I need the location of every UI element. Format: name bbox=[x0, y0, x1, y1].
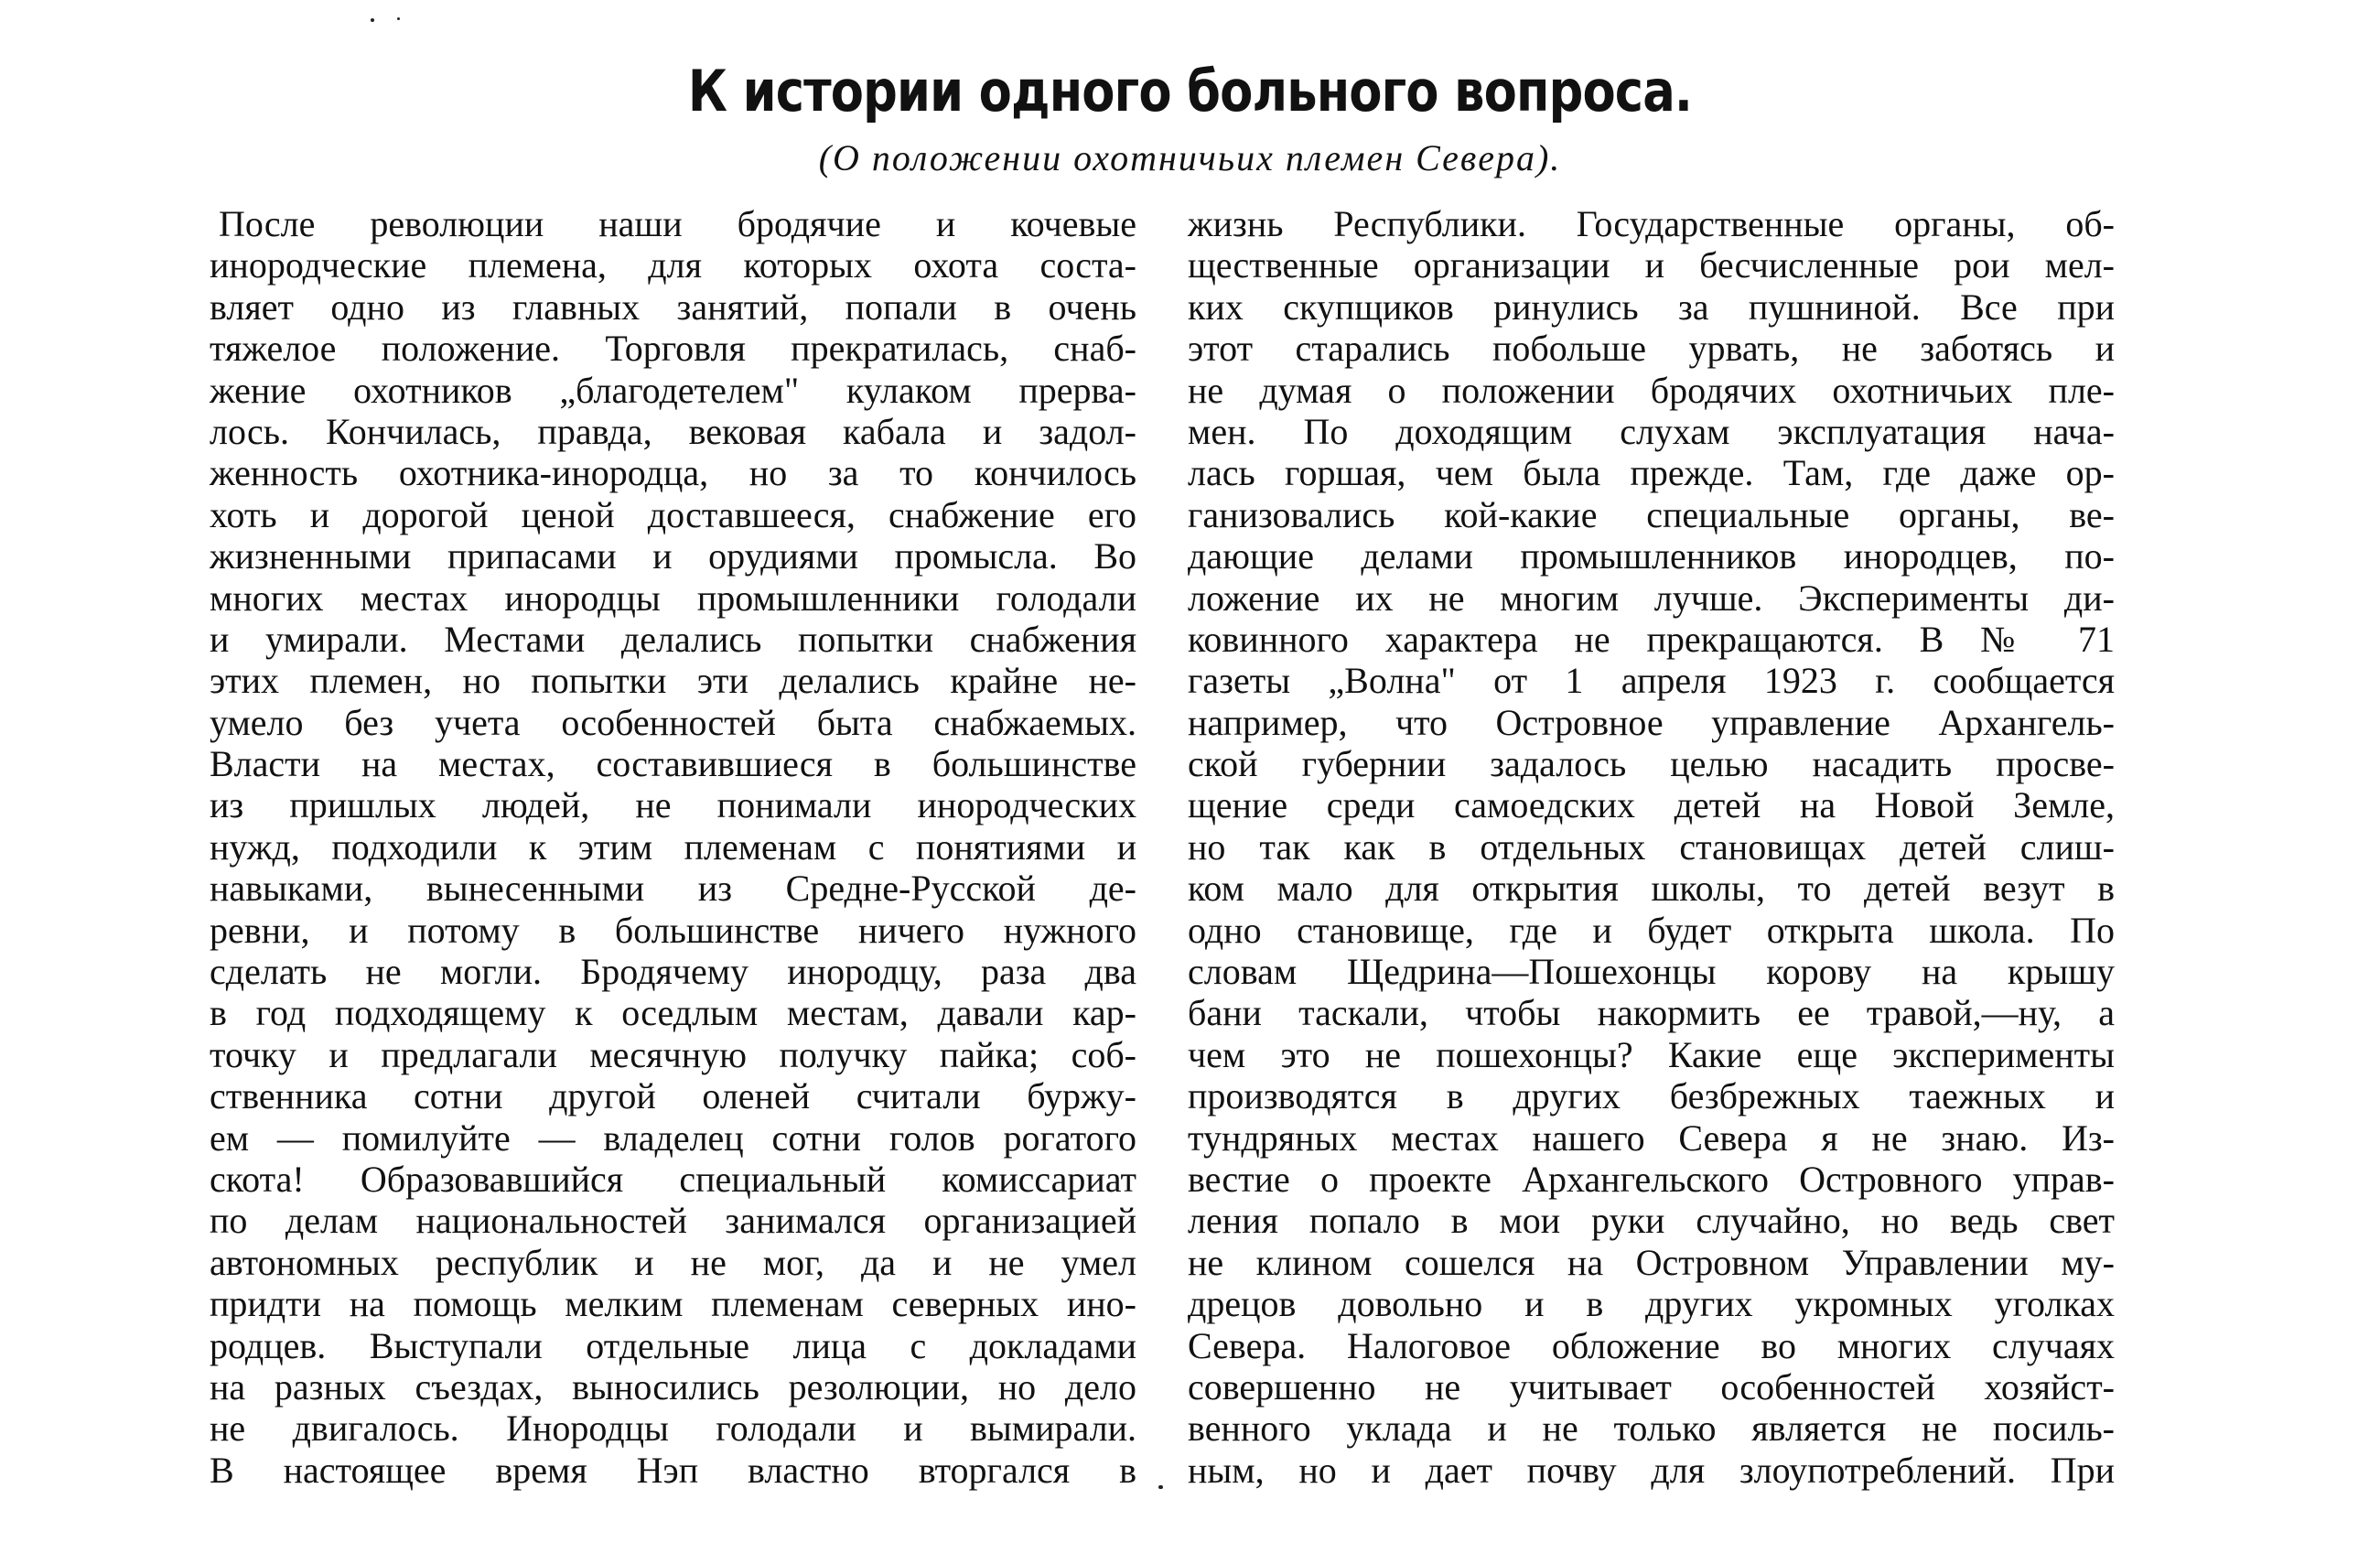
text-line: жизнь Республики. Государственные органы, об- bbox=[1188, 203, 2115, 244]
text-line: чем это не пошехонцы? Какие еще эксперименты bbox=[1188, 1033, 2115, 1075]
text-line: жизненными припасами и орудиями промысла. Во bbox=[210, 535, 1136, 577]
text-line: жение охотников „благодетелем" кулаком прерва- bbox=[210, 369, 1136, 411]
text-line: ем — помилуйте — владелец сотни голов рогатого bbox=[210, 1116, 1136, 1159]
text-line: но так как в отдельных становищах детей слиш- bbox=[1188, 825, 2115, 868]
text-line: Севера. Налоговое обложение во многих случаях bbox=[1188, 1324, 2115, 1366]
text-line: После революции наши бродячие и кочевые bbox=[219, 203, 1136, 244]
text-line: сделать не могли. Бродячему инородцу, раза два bbox=[210, 951, 1136, 993]
text-line: тяжелое положение. Торговля прекратилась, снаб- bbox=[210, 328, 1136, 370]
text-line: инородческие племена, для которых охота соста- bbox=[210, 244, 1136, 286]
text-line: придти на помощь мелким племенам северных ино- bbox=[210, 1283, 1136, 1325]
text-line: словам Щедрина—Пошехонцы корову на крышу bbox=[1188, 951, 2115, 993]
text-line: вляет одно из главных занятий, попали в очень bbox=[210, 286, 1136, 328]
text-line: ской губернии задалось целью насадить просве- bbox=[1188, 743, 2115, 785]
text-line: не клином сошелся на Островном Управлении му- bbox=[1188, 1241, 2115, 1283]
text-line: совершенно не учитывает особенностей хозяйст- bbox=[1188, 1365, 2115, 1408]
text-line: не думая о положении бродячих охотничьих пле- bbox=[1188, 369, 2115, 411]
text-line: щение среди самоедских детей на Новой Земле, bbox=[1188, 784, 2115, 826]
text-line: ганизовались кой-какие специальные органы, ве- bbox=[1188, 493, 2115, 535]
text-line: дающие делами промышленников инородцев, по- bbox=[1188, 535, 2115, 577]
text-line: ложение их не многим лучше. Эксперименты ди- bbox=[1188, 577, 2115, 619]
text-line: на разных съездах, выносились резолюции, но дело bbox=[210, 1365, 1136, 1408]
text-line: производятся в других безбрежных таежных и bbox=[1188, 1075, 2115, 1117]
text-line: ковинного характера не прекращаются. В № 71 bbox=[1188, 618, 2115, 660]
text-line: Власти на местах, составившиеся в большинстве bbox=[210, 743, 1136, 785]
text-line: газеты „Волна" от 1 апреля 1923 г. сообщается bbox=[1188, 660, 2115, 702]
text-line: из пришлых людей, не понимали инородческих bbox=[210, 784, 1136, 826]
text-line: В настоящее время Нэп властно вторгался в bbox=[210, 1449, 1136, 1491]
text-line: ких скупщиков ринулись за пушниной. Все при bbox=[1188, 286, 2115, 328]
text-line: тундряных местах нашего Севера я не знаю. Из- bbox=[1188, 1116, 2115, 1159]
text-line: умело без учета особенностей быта снабжаемых. bbox=[210, 701, 1136, 743]
text-line: лась горшая, чем была прежде. Там, где даже ор- bbox=[1188, 452, 2115, 494]
text-line: нужд, подходили к этим племенам с понятиями и bbox=[210, 825, 1136, 868]
text-line: этих племен, но попытки эти делались крайне не- bbox=[210, 660, 1136, 702]
text-line: ным, но и дает почву для злоупотреблений. При bbox=[1188, 1449, 2115, 1491]
text-line: скота! Образовавшийся специальный комиссариат bbox=[210, 1158, 1136, 1200]
text-line: ком мало для открытия школы, то детей везут в bbox=[1188, 868, 2115, 910]
text-line: венного уклада и не только является не посиль- bbox=[1188, 1408, 2115, 1450]
scan-speck bbox=[371, 18, 374, 22]
text-line: женность охотника-инородца, но за то кончилось bbox=[210, 452, 1136, 494]
text-line: ления попало в мои руки случайно, но ведь свет bbox=[1188, 1200, 2115, 1242]
text-line: дрецов довольно и в других укромных уголках bbox=[1188, 1283, 2115, 1325]
text-line: например, что Островное управление Архангель- bbox=[1188, 701, 2115, 743]
text-line: вестие о проекте Архангельского Островного управ- bbox=[1188, 1158, 2115, 1200]
text-line: точку и предлагали месячную получку пайка; соб- bbox=[210, 1033, 1136, 1075]
right-text-column bbox=[1188, 203, 2115, 1491]
text-line: ственника сотни другой оленей считали буржу- bbox=[210, 1075, 1136, 1117]
text-line: и умирали. Местами делались попытки снабжения bbox=[210, 618, 1136, 660]
text-line: автономных республик и не мог, да и не умел bbox=[210, 1241, 1136, 1283]
text-line: щественные организации и бесчисленные рои мел- bbox=[1188, 244, 2115, 286]
article-subtitle: (О положении охотничьих племен Севера). bbox=[818, 137, 1562, 178]
text-line: хоть и дорогой ценой доставшееся, снабжение его bbox=[210, 493, 1136, 535]
scan-speck bbox=[1158, 1485, 1163, 1489]
text-line: не двигалось. Инородцы голодали и вымирали. bbox=[210, 1408, 1136, 1450]
scan-speck bbox=[397, 17, 400, 20]
text-line: навыками, вынесенными из Средне-Русской де- bbox=[210, 868, 1136, 910]
text-line: ревни, и потому в большинстве ничего нужного bbox=[210, 909, 1136, 951]
text-line: лось. Кончилась, правда, вековая кабала и задол- bbox=[210, 410, 1136, 452]
left-text-column bbox=[210, 203, 1136, 1491]
text-line: родцев. Выступали отдельные лица с докладами bbox=[210, 1324, 1136, 1366]
text-line: бани таскали, чтобы накормить ее травой,—ну, а bbox=[1188, 992, 2115, 1034]
article-title: К истории одного больного вопроса. bbox=[687, 58, 1693, 124]
text-line: этот старались побольше урвать, не заботясь и bbox=[1188, 328, 2115, 370]
text-line: многих местах инородцы промышленники голодали bbox=[210, 577, 1136, 619]
text-line: мен. По доходящим слухам эксплуатация нача- bbox=[1188, 410, 2115, 452]
text-line: в год подходящему к оседлым местам, давали кар- bbox=[210, 992, 1136, 1034]
text-line: одно становище, где и будет открыта школа. По bbox=[1188, 909, 2115, 951]
text-line: по делам национальностей занимался организацией bbox=[210, 1200, 1136, 1242]
